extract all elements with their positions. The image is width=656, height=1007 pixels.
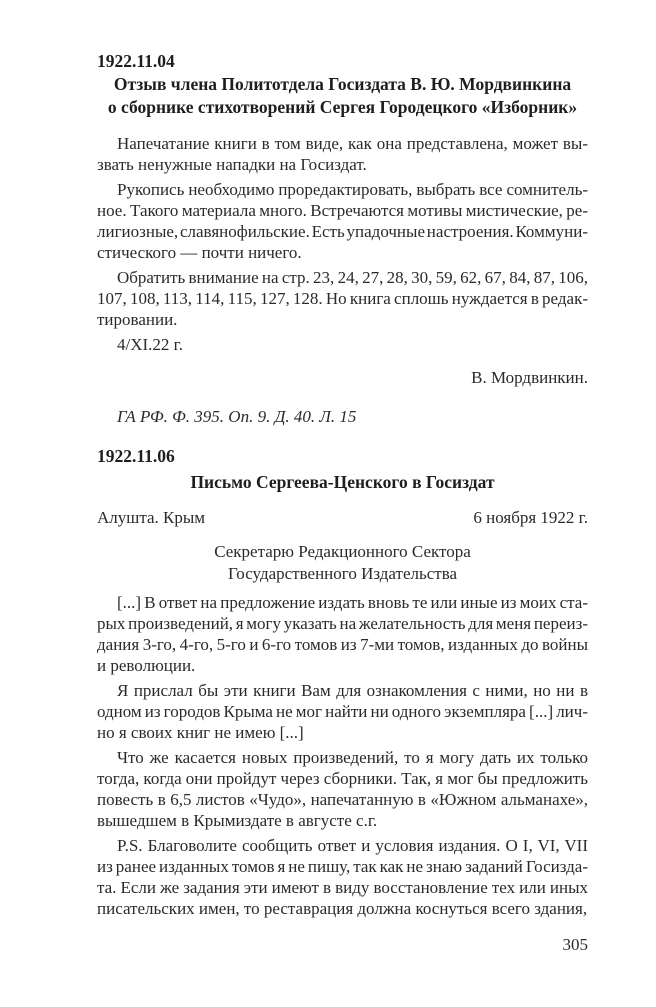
entry-title-text: о сборнике стихотворений Сергея Городецкого «Изборник» (107, 97, 578, 117)
paragraph-line-text: Рукопись необходимо проредактировать, выбрать все сомнитель- (117, 180, 588, 199)
entry-title-line (97, 97, 588, 118)
paragraph-line-text: тогда, когда они пройдут через сборники. Так, я мог бы предложить (97, 769, 588, 788)
entry-date (97, 446, 588, 467)
paragraph-line (97, 154, 588, 175)
signature (97, 367, 588, 388)
paragraph-line (97, 200, 588, 221)
paragraph-line-text: дания 3-го, 4-го, 5-го и 6-го томов из 7-ми томов, изданных до войны (97, 635, 588, 654)
paragraph-line (117, 747, 588, 768)
paragraph-line-text: Что же касается новых произведений, то я могу дать их только (117, 748, 588, 767)
paragraph-line-text: рых произведений, я могу указать на желательность для меня переиз- (97, 614, 588, 633)
page-number-text: 305 (562, 935, 588, 954)
entry-date-text: 1922.11.04 (97, 51, 175, 71)
paragraph-line (97, 309, 588, 330)
paragraph-line (97, 810, 588, 831)
paragraph-line (97, 856, 588, 877)
entry-date-text: 1922.11.06 (97, 446, 175, 466)
paragraph-line-text: ное. Такого материала много. Встречаются мотивы мистические, ре- (97, 201, 588, 220)
paragraph-line-text: одном из городов Крыма не мог найти ни одного экземпляра [...] лич- (97, 702, 588, 721)
addressee-text: Секретарю Редакционного Сектора (214, 542, 471, 561)
entry-title-text: Письмо Сергеева-Ценского в Госиздат (190, 472, 495, 492)
paragraph-line-text: вышедшем в Крымиздате в августе с.г. (97, 811, 378, 830)
letter-date: 6 ноября 1922 г. (473, 508, 588, 527)
paragraph-line-text: писательских имен, то реставрация должна коснуться всего здания, (97, 899, 588, 918)
entry-title (97, 472, 588, 493)
paragraph-line (97, 242, 588, 263)
paragraph-line-text: тировании. (97, 310, 178, 329)
paragraph-line (97, 221, 588, 242)
paragraph-line-text: стического — почти ничего. (97, 243, 302, 262)
entry-title-line (97, 74, 588, 95)
page-number (97, 934, 588, 955)
date-written (117, 334, 588, 355)
paragraph-line-text: Я прислал бы эти книги Вам для ознакомления с ними, но ни в (117, 681, 588, 700)
letter-place: Алушта. Крым (97, 508, 206, 527)
paragraph-line (97, 789, 588, 810)
paragraph-line (117, 835, 588, 856)
paragraph-line (117, 680, 588, 701)
addressee-line (97, 541, 588, 562)
paragraph-line (97, 768, 588, 789)
paragraph-line (97, 877, 588, 898)
paragraph-line (117, 179, 588, 200)
paragraph-line (117, 133, 588, 154)
paragraph-line-text: та. Если же задания эти имеют в виду восстановление тех или иных (97, 878, 588, 897)
paragraph-line (97, 655, 588, 676)
paragraph-line-text: и революции. (97, 656, 196, 675)
paragraph-line (97, 722, 588, 743)
paragraph-line-text: Напечатание книги в том виде, как она представлена, может вы- (117, 134, 588, 153)
paragraph-line-text: Обратить внимание на стр. 23, 24, 27, 28, 30, 59, 62, 67, 84, 87, 106, (117, 268, 588, 287)
paragraph-line-text: из ранее изданных томов я не пишу, так как не знаю заданий Госизда- (97, 857, 588, 876)
paragraph-line (97, 701, 588, 722)
signature-text: В. Мордвинкин. (471, 368, 588, 387)
paragraph-line-text: но я своих книг не имею [...] (97, 723, 304, 742)
paragraph-line (97, 613, 588, 634)
addressee-line (97, 563, 588, 584)
paragraph-line (117, 267, 588, 288)
entry-date (97, 51, 588, 72)
paragraph-line-text: [...] В ответ на предложение издать вновь те или иные из моих ста- (117, 593, 588, 612)
paragraph-line (117, 592, 588, 613)
paragraph-line-text: P.S. Благоволите сообщить ответ и условия издания. О I, VI, VII (117, 836, 588, 855)
entry-title-text: Отзыв члена Политотдела Госиздата В. Ю. Мордвинкина (113, 74, 572, 94)
archive-reference (117, 406, 588, 427)
date-written-text: 4/XI.22 г. (117, 335, 183, 354)
paragraph-line-text: 107, 108, 113, 114, 115, 127, 128. Но книга сплошь нуждается в редак- (97, 289, 588, 308)
paragraph-line-text: звать ненужные нападки на Госиздат. (97, 155, 367, 174)
place-date-row (97, 507, 588, 528)
paragraph-line (97, 898, 588, 919)
archive-reference-text: ГА РФ. Ф. 395. Оп. 9. Д. 40. Л. 15 (117, 407, 357, 426)
paragraph-line-text: повесть в 6,5 листов «Чудо», напечатанную в «Южном альманахе», (97, 790, 588, 809)
paragraph-line-text: лигиозные, славянофильские. Есть упадочные настроения. Коммуни- (97, 222, 588, 241)
paragraph-line (97, 634, 588, 655)
paragraph-line (97, 288, 588, 309)
addressee-text: Государственного Издательства (227, 564, 458, 583)
